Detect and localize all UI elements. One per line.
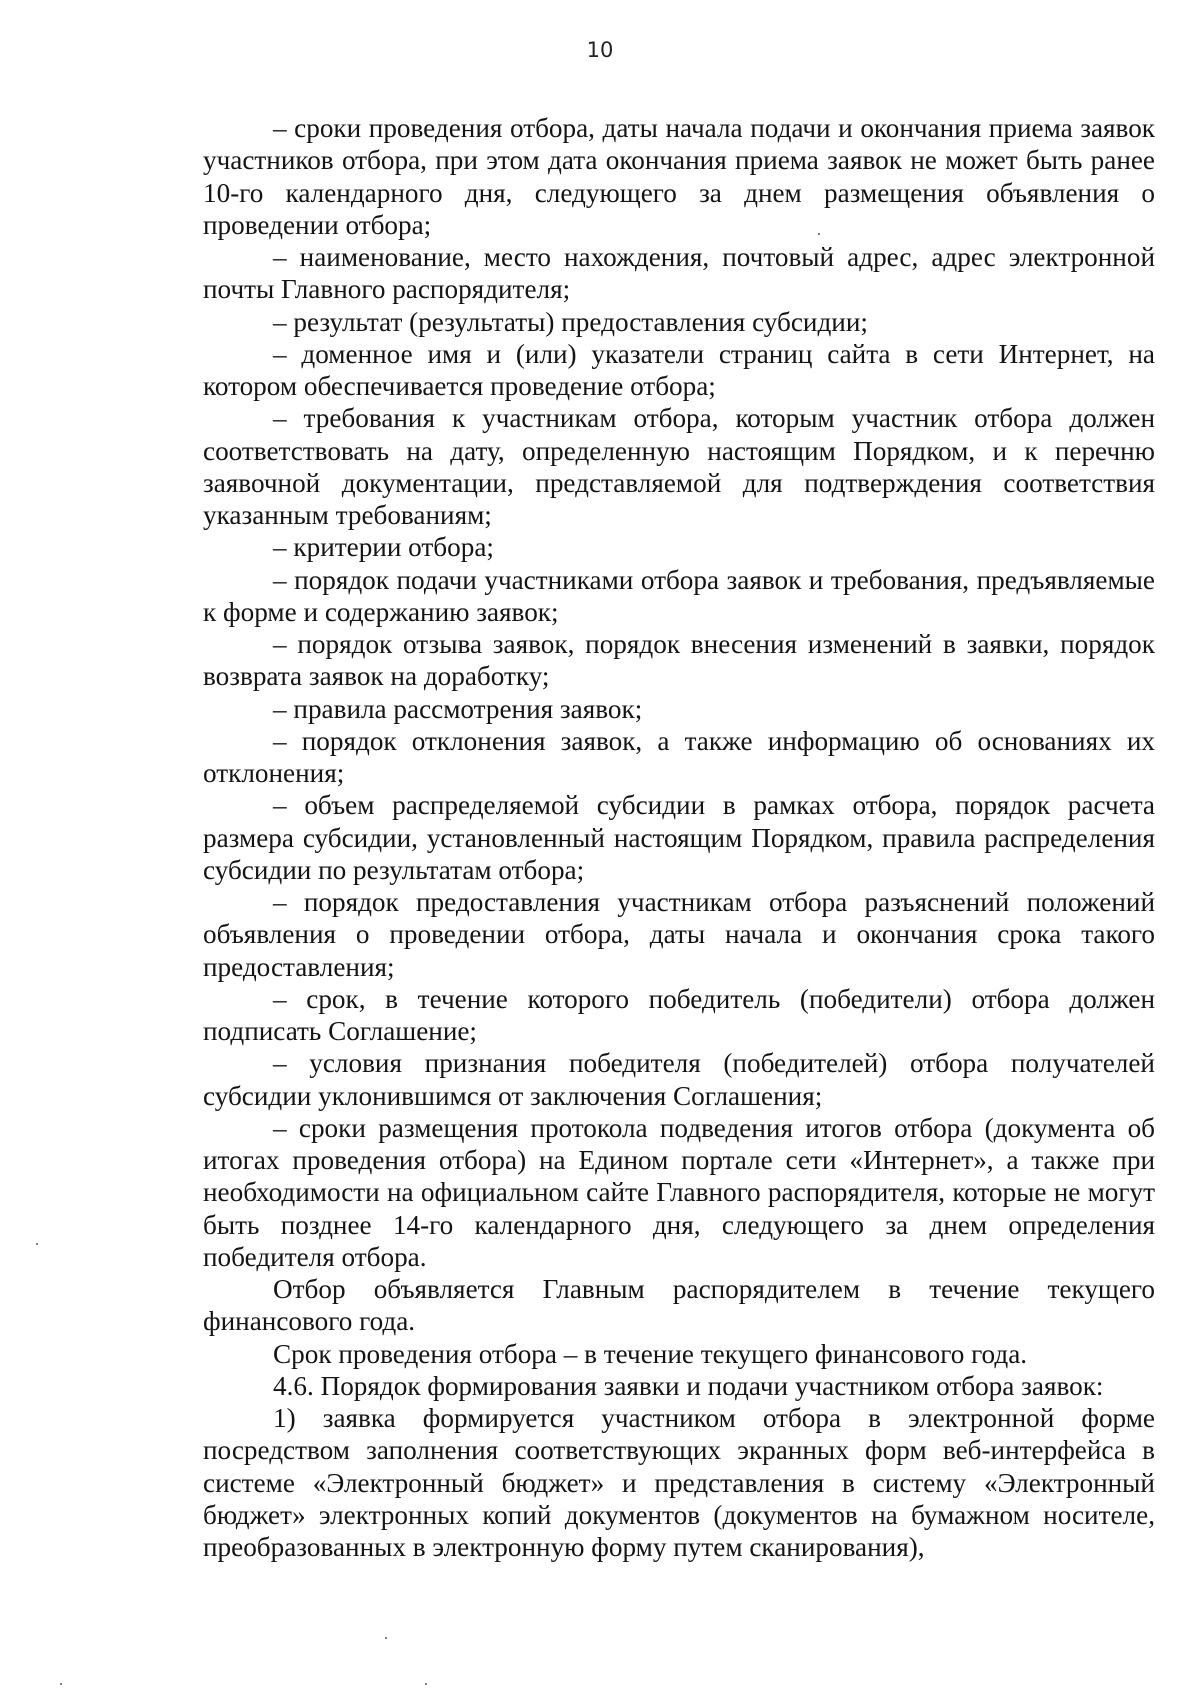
paragraph-application-procedure: – порядок подачи участниками отбора заявок и требования, предъявляемые к форме и содержанию заявок;	[203, 564, 1155, 627]
paragraph-domain-name: – доменное имя и (или) указатели страниц сайта в сети Интернет, на котором обеспечивается проведение отбора;	[203, 338, 1155, 401]
paragraph-evasion-conditions: – условия признания победителя (победителей) отбора получателей субсидии уклонившимся от заключения Соглашения;	[203, 1048, 1155, 1111]
page-number: 10	[586, 38, 614, 62]
paragraph-protocol-placement: – сроки размещения протокола подведения итогов отбора (документа об итогах проведения отбора) на Едином портале сети «Интернет», а также при необходимости на официальном сайте Главного распорядителя, которые не могут быть позднее 14-го календарного дня, следующего за днем определения победителя отбора.	[203, 1112, 1155, 1272]
paragraph-organizer-contacts: – наименование, место нахождения, почтовый адрес, адрес электронной почты Главного распорядителя;	[203, 242, 1155, 305]
scan-speck	[385, 1637, 387, 1639]
scan-speck	[425, 1683, 427, 1685]
paragraph-subsidy-result: – результат (результаты) предоставления субсидии;	[273, 306, 868, 337]
scan-speck	[60, 1683, 62, 1685]
paragraph-review-rules: – правила рассмотрения заявок;	[273, 693, 643, 724]
paragraph-selection-period: Срок проведения отбора – в течение текущего финансового года.	[273, 1338, 1028, 1369]
scan-speck	[818, 233, 820, 235]
paragraph-signing-term: – срок, в течение которого победитель (победители) отбора должен подписать Соглашение;	[203, 983, 1155, 1046]
paragraph-selection-terms: – сроки проведения отбора, даты начала подачи и окончания приема заявок участников отбора, при этом дата окончания приема заявок не может быть ранее 10-го календарного дня, следующего за днем размещения объявления о проведении отбора;	[203, 113, 1155, 240]
paragraph-selection-criteria: – критерии отбора;	[273, 532, 494, 563]
paragraph-withdrawal-procedure: – порядок отзыва заявок, порядок внесения изменений в заявки, порядок возврата заявок на доработку;	[203, 629, 1155, 692]
paragraph-item-1: 1) заявка формируется участником отбора в электронной форме посредством заполнения соответствующих экранных форм веб-интерфейса в системе «Электронный бюджет» и представления в систему «Электронный бюджет» электронных копий документов (документов на бумажном носителе, преобразованных в электронную форму путем сканирования),	[203, 1403, 1155, 1562]
paragraph-rejection-procedure: – порядок отклонения заявок, а также информацию об основаниях их отклонения;	[203, 725, 1155, 788]
paragraph-announcement: Отбор объявляется Главным распорядителем в течение текущего финансового года.	[203, 1274, 1155, 1337]
document-body	[203, 112, 1155, 1563]
paragraph-clarifications: – порядок предоставления участникам отбора разъяснений положений объявления о проведении отбора, даты начала и окончания срока такого предоставления;	[203, 887, 1155, 982]
paragraph-participant-requirements: – требования к участникам отбора, которым участник отбора должен соответствовать на дату, определенную настоящим Порядком, и к перечню заявочной документации, представляемой для подтверждения соответствия указанным требованиям;	[203, 403, 1155, 530]
paragraph-section-4-6: 4.6. Порядок формирования заявки и подачи участником отбора заявок:	[273, 1370, 1104, 1401]
paragraph-subsidy-volume: – объем распределяемой субсидии в рамках отбора, порядок расчета размера субсидии, установленный настоящим Порядком, правила распределения субсидии по результатам отбора;	[203, 790, 1155, 885]
scan-speck	[36, 1243, 38, 1245]
